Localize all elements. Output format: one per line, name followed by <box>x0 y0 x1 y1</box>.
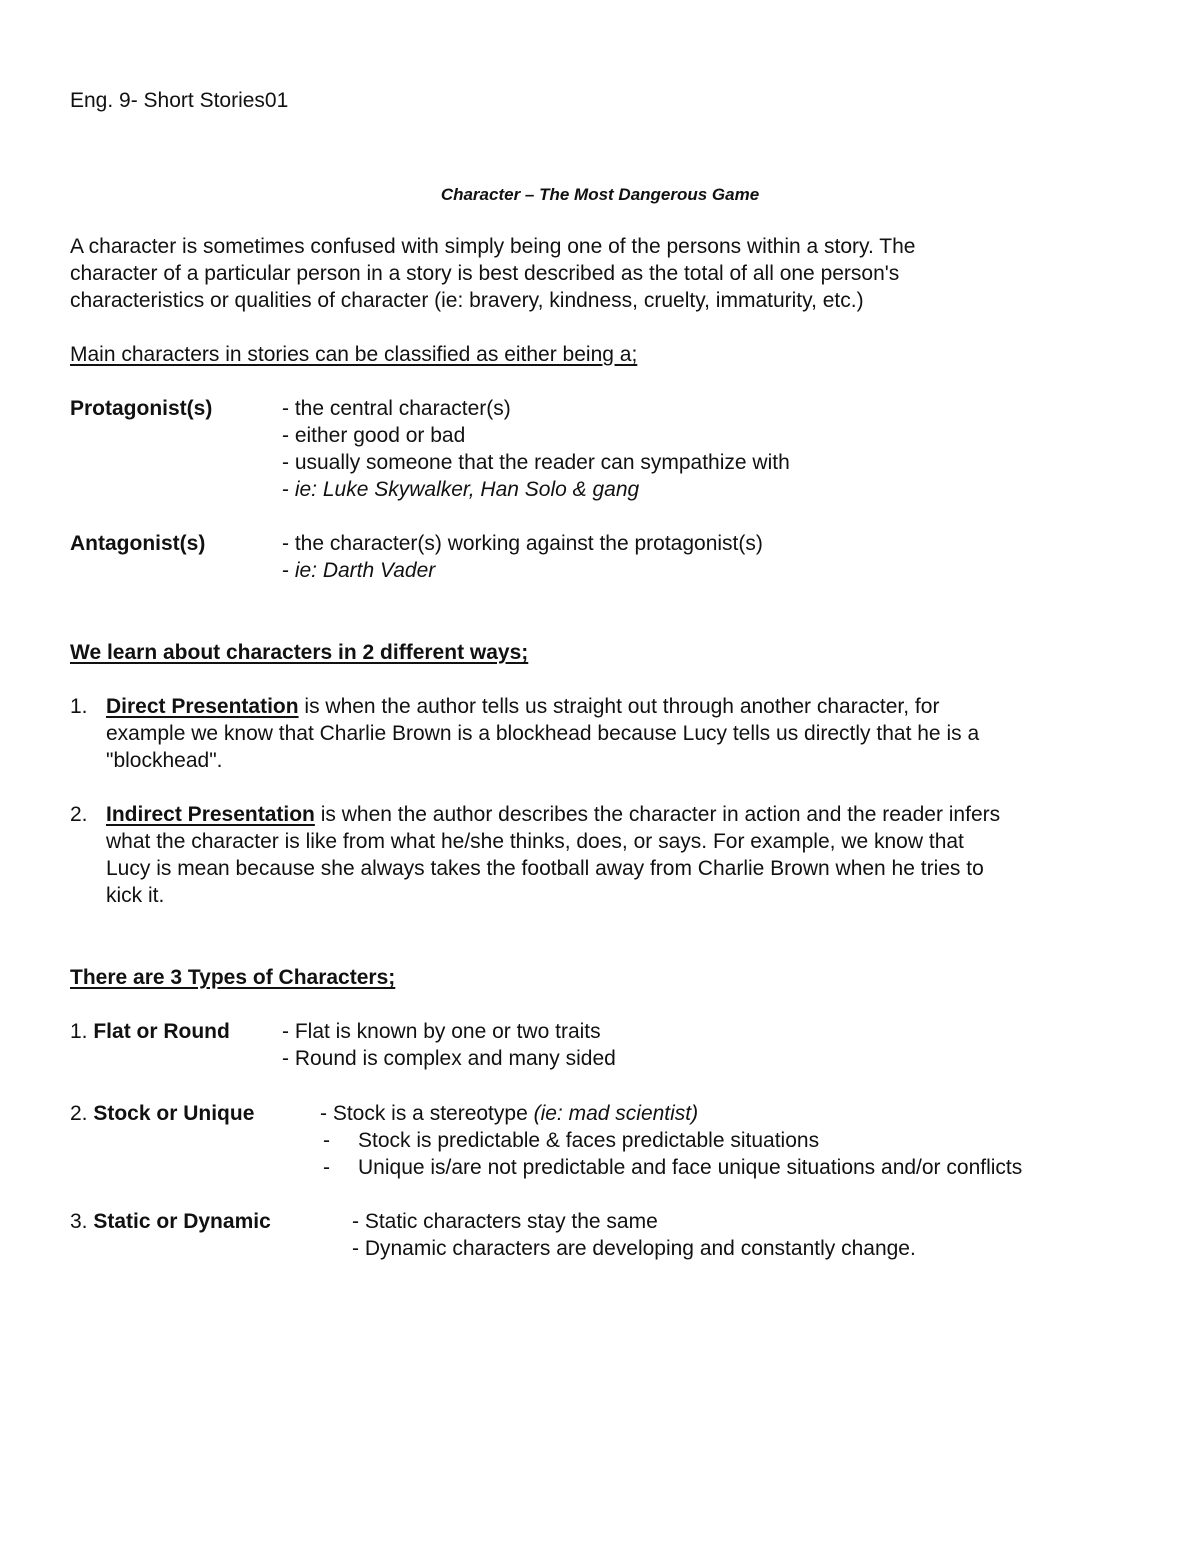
presentation-text: is when the author describes the character in action and the reader infers <box>314 803 1001 826</box>
presentation-text: is when the author tells us straight out through another character, for <box>298 695 940 718</box>
type-bullet-line: Unique is/are not predictable and face unique situations and/or conflicts <box>358 1156 1023 1179</box>
presentation-line: "blockhead". <box>106 749 223 772</box>
bullet-dash: - <box>323 1156 330 1179</box>
protagonist-example <box>282 476 639 503</box>
page-title: Character – The Most Dangerous Game <box>440 185 760 204</box>
learn-heading: We learn about characters in 2 different ways; <box>70 641 529 664</box>
antagonist-example <box>282 557 435 584</box>
type-term: Static or Dynamic <box>93 1210 271 1233</box>
type-bullet-line: Stock is predictable & faces predictable situations <box>358 1129 820 1152</box>
presentation-line: kick it. <box>106 884 165 907</box>
list-number: 2. <box>70 803 88 826</box>
example-text: ie: Darth Vader <box>294 559 436 582</box>
presentation-line: what the character is like from what he/she thinks, does, or says. For example, we know that <box>106 830 964 853</box>
intro-line: character of a particular person in a story is best described as the total of all one person's <box>70 262 900 285</box>
type-text: - Stock is a stereotype <box>320 1102 534 1125</box>
type-term-line <box>70 1100 254 1127</box>
type-term-line <box>70 1018 230 1045</box>
list-number: 1. <box>70 1020 94 1043</box>
antagonist-term: Antagonist(s) <box>70 532 206 555</box>
antagonist-line: - the character(s) working against the protagonist(s) <box>282 532 763 555</box>
intro-line: A character is sometimes confused with simply being one of the persons within a story. The <box>70 235 916 258</box>
protagonist-term: Protagonist(s) <box>70 397 213 420</box>
type-line: - Dynamic characters are developing and constantly change. <box>352 1237 916 1260</box>
protagonist-line: - the central character(s) <box>282 397 511 420</box>
indirect-presentation-term: Indirect Presentation <box>106 803 315 826</box>
classification-heading: Main characters in stories can be classified as either being a; <box>70 343 638 366</box>
type-line: - Round is complex and many sided <box>282 1047 616 1070</box>
presentation-line: Lucy is mean because she always takes the football away from Charlie Brown when he tries to <box>106 857 984 880</box>
type-term: Flat or Round <box>93 1020 230 1043</box>
type-term-line <box>70 1208 271 1235</box>
document-header: Eng. 9- Short Stories01 <box>70 89 289 112</box>
type-line: - Flat is known by one or two traits <box>282 1020 601 1043</box>
example-text: (ie: mad scientist) <box>533 1102 699 1125</box>
type-term: Stock or Unique <box>93 1102 255 1125</box>
direct-presentation-term: Direct Presentation <box>106 695 299 718</box>
protagonist-line: - either good or bad <box>282 424 466 447</box>
types-heading: There are 3 Types of Characters; <box>70 966 396 989</box>
presentation-first-line <box>106 801 1000 828</box>
bullet-dash: - <box>323 1129 330 1152</box>
list-number: 3. <box>70 1210 94 1233</box>
type-line <box>320 1100 698 1127</box>
presentation-first-line <box>106 693 939 720</box>
dash: - <box>282 478 295 501</box>
example-text: ie: Luke Skywalker, Han Solo & gang <box>294 478 640 501</box>
list-number: 2. <box>70 1102 94 1125</box>
dash: - <box>282 559 295 582</box>
type-line: - Static characters stay the same <box>352 1210 658 1233</box>
presentation-line: example we know that Charlie Brown is a blockhead because Lucy tells us directly that he is a <box>106 722 980 745</box>
protagonist-line: - usually someone that the reader can sympathize with <box>282 451 790 474</box>
intro-line: characteristics or qualities of character (ie: bravery, kindness, cruelty, immaturity, etc.) <box>70 289 864 312</box>
list-number: 1. <box>70 695 88 718</box>
